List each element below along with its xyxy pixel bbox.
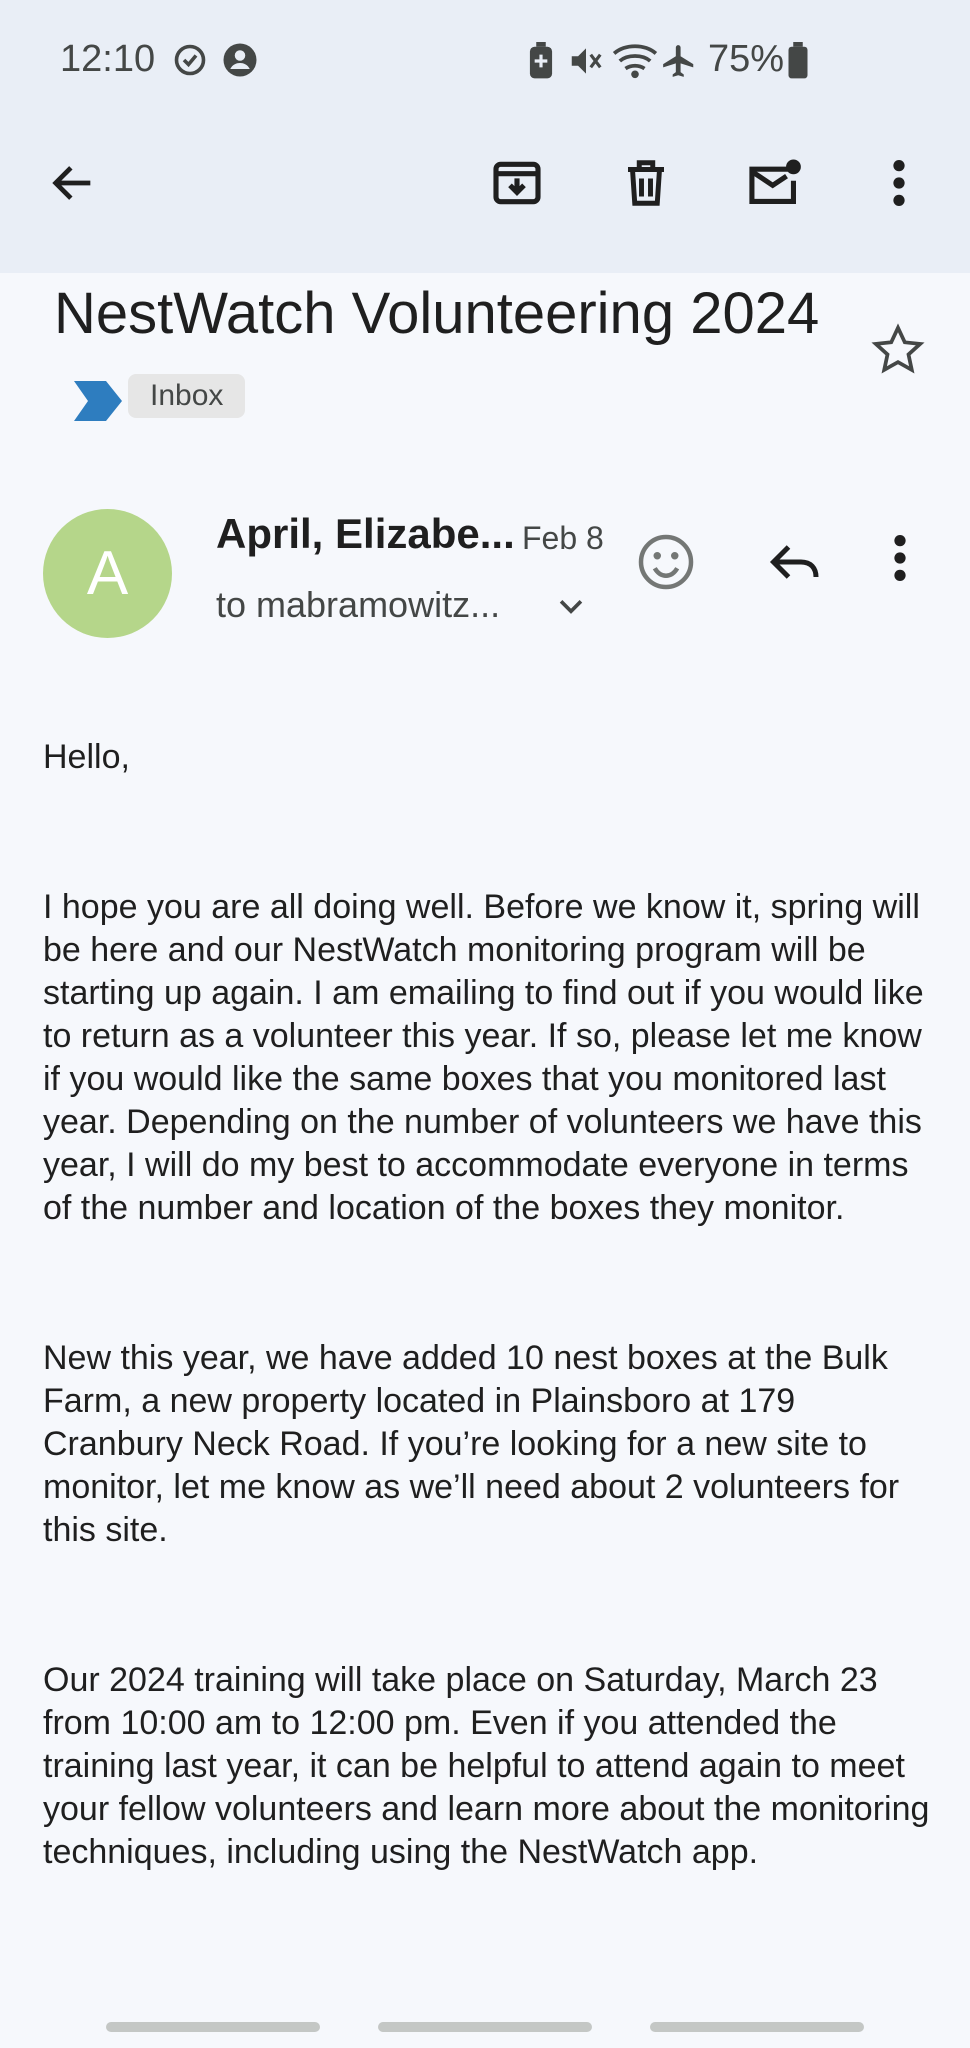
battery-saver-icon	[524, 42, 558, 85]
more-vert-icon	[890, 571, 910, 588]
recipient-line[interactable]: to mabramowitz...	[216, 584, 501, 625]
sender-name[interactable]: April, Elizabe...	[216, 510, 515, 557]
archive-button[interactable]	[482, 150, 552, 220]
top-app-bar	[0, 0, 970, 273]
sync-icon	[172, 42, 208, 83]
important-marker-icon[interactable]	[74, 360, 122, 444]
archive-icon	[489, 155, 545, 216]
wifi-icon	[612, 42, 658, 85]
body-paragraph: I hope you are all doing well. Before we know it, spring will be here and our NestWatch monitoring program will be starting up again. I am emailing to find out if you would like to return as a volunteer this year. If so, please let me know if you would like the same boxes that you monitored last year. Depending on the number of volunteers we have this year, I will do my best to accommodate everyone in terms of the number and location of the boxes they monitor.	[43, 888, 924, 1227]
body-paragraph: New this year, we have added 10 nest boxes at the Bulk Farm, a new property located in Plainsboro at 179 Cranbury Neck Road. If you’re looking for a new site to monitor, let me know as we’ll need about 2 volunteers for this site.	[43, 1339, 900, 1549]
body-greeting: Hello,	[43, 738, 130, 776]
more-vert-icon	[889, 157, 909, 214]
more-options-button[interactable]	[864, 150, 934, 220]
sender-avatar[interactable]: A	[43, 509, 172, 638]
email-date: Feb 8	[522, 520, 604, 556]
back-arrow-icon	[47, 157, 99, 214]
emoji-icon	[636, 579, 696, 596]
battery-percent: 75%	[708, 38, 785, 80]
nav-pill-right	[650, 2022, 864, 2032]
vibrate-icon	[566, 42, 606, 85]
message-more-button[interactable]	[890, 532, 930, 596]
add-reaction-button[interactable]	[636, 532, 700, 596]
nav-pill-left	[106, 2022, 320, 2032]
chevron-down-icon	[554, 611, 588, 628]
recipient-details-toggle[interactable]	[554, 590, 594, 630]
body-paragraph: Our 2024 training will take place on Saturday, March 23 from 10:00 am to 12:00 pm. Even if you attended the training last year, it can be helpful to attend again to meet your fellow volunteers and learn more about the monitoring techniques, including using the NestWatch app.	[43, 1661, 930, 1871]
email-body	[43, 736, 933, 1874]
battery-icon	[786, 42, 810, 85]
inbox-label-chip[interactable]: Inbox	[128, 374, 245, 418]
delete-button[interactable]	[611, 150, 681, 220]
status-bar	[0, 0, 970, 120]
delete-icon	[619, 155, 673, 216]
nav-pill-center[interactable]	[378, 2022, 592, 2032]
reply-button[interactable]	[766, 532, 830, 596]
mark-unread-button[interactable]	[740, 150, 810, 220]
reply-icon	[766, 579, 826, 596]
airplane-icon	[660, 42, 698, 85]
email-subject	[54, 272, 874, 444]
star-button[interactable]	[870, 322, 940, 392]
mark-unread-icon	[745, 155, 805, 216]
account-icon	[222, 42, 258, 83]
back-button[interactable]	[38, 150, 108, 220]
star-icon	[870, 365, 926, 382]
status-time: 12:10	[60, 38, 156, 80]
subject-text: NestWatch Volunteering 2024	[54, 281, 820, 346]
